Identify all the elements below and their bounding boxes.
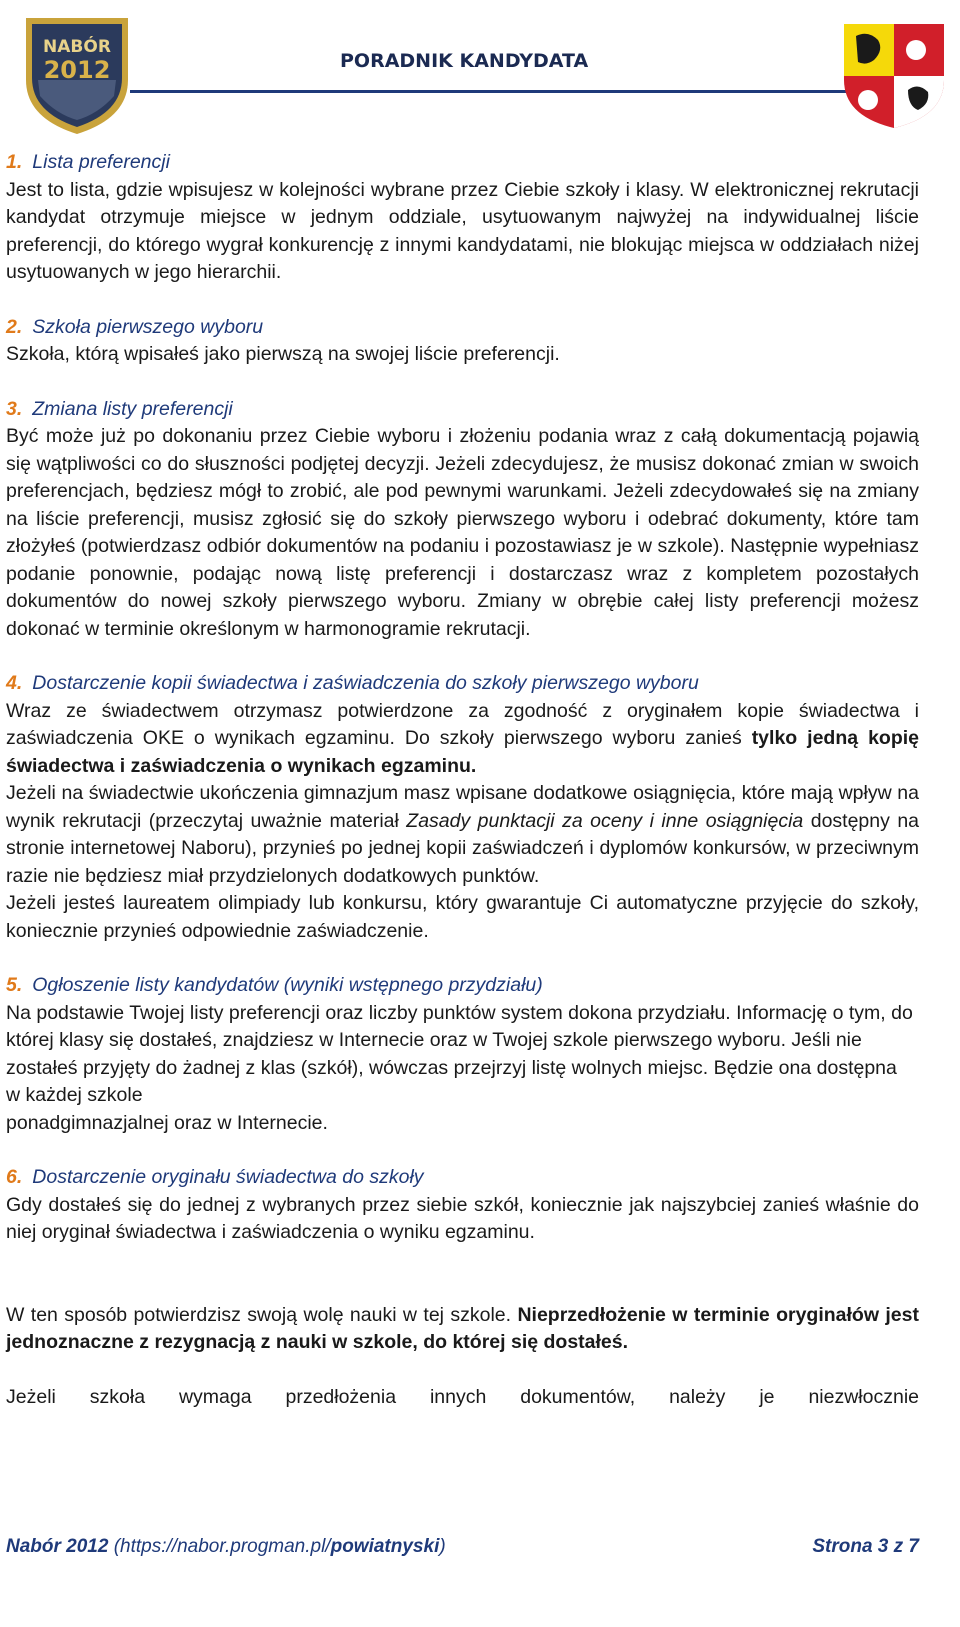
section-body-a xyxy=(6,698,919,781)
section-1 xyxy=(6,149,919,287)
header-title: PORADNIK KANDYDATA xyxy=(340,50,589,72)
body-text: dostępny na stronie internetowej Naboru), przynieś po jednej kopii zaświadczeń i dyplomów konkursów, w przeciwnym razie nie będziesz miał przydzielonych dodatkowych punktów. xyxy=(6,809,920,887)
section-title: Ogłoszenie listy kandydatów (wyniki wstępnego przydziału) xyxy=(32,974,543,996)
section-number: 6. xyxy=(6,1166,23,1188)
section-body: Na podstawie Twojej listy preferencji oraz liczby punktów system dokona przydziału. Informację o tym, do której klasy się dostałeś, znajdziesz w Internecie oraz w Twojej szkole pierwszego wyboru. Jeśli nie zostałeś przyjęty do żadnej z klas (szkół), wówczas przejrzyj listę wolnych miejsc. Będzie ona dostępna w każdej szkole xyxy=(6,1001,913,1106)
section-heading xyxy=(6,670,919,698)
section-body: Być może już po dokonaniu przez Ciebie wyboru i złożeniu podania wraz z całą dokumentacją pojawią się wątpliwości co do słuszności podjętej decyzji. Jeżeli zdecydujesz, że musisz dokonać zmian w swoich preferencjach, będziesz mógł to zrobić, ale pod pewnymi warunkami. Jeżeli zdecydowałeś się na zmiany na liście preferencji, musisz zgłosić się do szkoły pierwszego wyboru i odebrać dokumenty, które tam złożyłeś (potwierdzasz odbiór dokumentów na podaniu i pozostawiasz je w szkole). Następnie wypełniasz podanie ponownie, podając nową listę preferencji i dostarczasz wraz z kompletem pozostałych dokumentów do nowej szkoły pierwszego wyboru. Zmiany w obrębie całej listy preferencji możesz dokonać w terminie określonym w harmonogramie rekrutacji. xyxy=(6,425,919,640)
section-5 xyxy=(6,972,919,1137)
page-header xyxy=(0,0,960,150)
section-body: Gdy dostałeś się do jednej z wybranych przez siebie szkół, koniecznie jak najszybciej zanieś właśnie do niej oryginał świadectwa i zaświadczenia o wyniku egzaminu. xyxy=(6,1193,919,1243)
section-body-b xyxy=(6,780,919,890)
section-number: 5. xyxy=(6,974,23,996)
section-body-tail: ponadgimnazjalnej oraz w Internecie. xyxy=(6,1111,328,1134)
section-heading xyxy=(6,972,919,1000)
footer-url-prefix: (https://nabor.progman.pl/ xyxy=(108,1536,331,1557)
section-4 xyxy=(6,670,919,945)
confirm-paragraph xyxy=(6,1302,919,1357)
section-body: Jest to lista, gdzie wpisujesz w kolejności wybrane przez Ciebie szkoły i klasy. W elektronicznej rekrutacji kandydat otrzymuje miejsce w jednym oddziale, usytuowanym najwyżej na indywidualnej liście preferencji, do którego wygrał konkurencję z innymi kandydatami, nie blokując miejsca w oddziałach niżej usytuowanych w jego hierarchii. xyxy=(6,178,919,283)
logo-text-bottom: 2012 xyxy=(43,56,111,84)
nabor-2012-logo xyxy=(18,10,136,136)
section-body: Szkoła, którą wpisałeś jako pierwszą na swojej liście preferencji. xyxy=(6,343,560,365)
document-body xyxy=(6,149,919,1411)
page-number: Strona 3 z 7 xyxy=(812,1536,919,1557)
footer-url-suffix: powiatnyski xyxy=(330,1536,440,1557)
header-rule xyxy=(130,90,850,93)
logo-text-top: NABÓR xyxy=(43,37,111,57)
section-body-c: Jeżeli jesteś laureatem olimpiady lub konkursu, który gwarantuje Ci automatyczne przyjęcie do szkoły, koniecznie przynieś odpowiednie zaświadczenie. xyxy=(6,892,919,942)
body-text: Wraz ze świadectwem otrzymasz potwierdzone za zgodność z oryginałem kopie świadectwa i zaświadczenia OKE o wynikach egzaminu. Do szkoły pierwszego wyboru zanieś xyxy=(6,699,919,749)
coat-of-arms-logo xyxy=(838,20,950,130)
section-2 xyxy=(6,314,919,369)
section-title: Zmiana listy preferencji xyxy=(32,397,233,420)
section-title: Dostarczenie kopii świadectwa i zaświadczenia do szkoły pierwszego wyboru xyxy=(32,672,699,694)
footer-title: Nabór 2012 xyxy=(6,1536,109,1557)
section-3 xyxy=(6,396,919,644)
section-title: Lista preferencji xyxy=(32,151,170,173)
body-text: W ten sposób potwierdzisz swoją wolę nauki w tej szkole. xyxy=(6,1303,518,1326)
last-line: Jeżeli szkoła wymaga przedłożenia innych dokumentów, należy je niezwłocznie xyxy=(6,1385,919,1408)
section-heading xyxy=(6,1164,919,1192)
section-title: Szkoła pierwszego wyboru xyxy=(32,315,264,338)
footer-url-close: ) xyxy=(439,1536,446,1557)
material-title: Zasady punktacji za oceny i inne osiągnięcia xyxy=(406,809,804,832)
body-text: Jeżeli na świadectwie ukończenia gimnazjum masz wpisane dodatkowe osiągnięcia, które mają wpływ na wynik rekrutacji (przeczytaj uważnie materiał xyxy=(6,782,919,832)
section-heading xyxy=(6,314,919,342)
section-number: 2. xyxy=(6,315,23,338)
footer-source xyxy=(6,1536,446,1558)
section-number: 1. xyxy=(6,151,23,173)
section-6 xyxy=(6,1164,919,1247)
body-emphasis: tylko jedną kopię świadectwa i zaświadczenia o wynikach egzaminu. xyxy=(6,727,920,777)
section-heading xyxy=(6,149,919,177)
body-emphasis: Nieprzedłożenie w terminie oryginałów jest jednoznaczne z rezygnacją z nauki w szkole, do której się dostałeś. xyxy=(6,1303,919,1353)
section-heading xyxy=(6,396,919,424)
section-number: 4. xyxy=(6,672,23,694)
section-title: Dostarczenie oryginału świadectwa do szkoły xyxy=(32,1166,424,1188)
section-number: 3. xyxy=(6,397,23,420)
